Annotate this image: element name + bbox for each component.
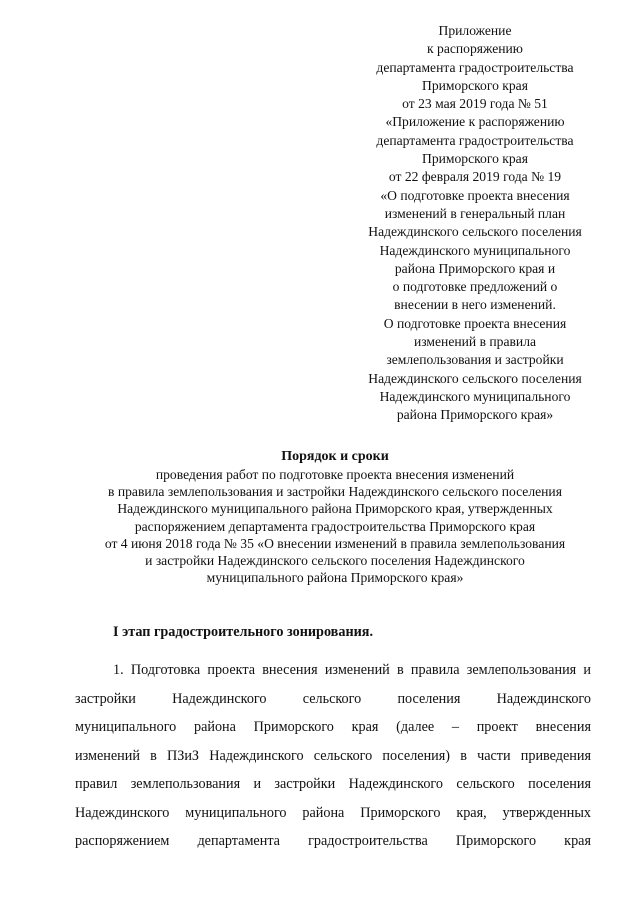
appendix-line: О подготовке проекта внесения: [383, 315, 567, 331]
appendix-line: изменений в правила: [413, 334, 537, 350]
appendix-line: от 22 февраля 2019 года № 19: [388, 169, 562, 185]
appendix-line: от 23 мая 2019 года № 51: [402, 96, 548, 112]
body-line: изменений в ПЗиЗ Надеждинского сельского поселения) в части приведения: [75, 747, 591, 764]
document-title-block: [40, 448, 630, 586]
title-line: муниципального района Приморского края»: [206, 570, 464, 586]
appendix-line: Надеждинского муниципального: [379, 388, 571, 404]
appendix-line: района Приморского края»: [396, 407, 554, 423]
appendix-line: землепользования и застройки: [386, 352, 564, 368]
body-paragraph: [75, 660, 591, 860]
title-line: проведения работ по подготовке проекта внесения изменений: [155, 467, 515, 482]
appendix-line: Надеждинского муниципального: [379, 242, 571, 258]
appendix-line: изменений в генеральный план: [384, 205, 566, 221]
appendix-line: департамента градостроительства: [376, 59, 574, 75]
appendix-line: Приложение: [438, 23, 512, 38]
appendix-line: района Приморского края и: [394, 260, 556, 276]
title-line: Надеждинского муниципального района Приморского края, утвержденных: [117, 501, 553, 517]
body-line: муниципального района Приморского края (далее – проект внесения: [75, 719, 591, 735]
appendix-line: к распоряжению: [427, 41, 523, 57]
body-line: распоряжением департамента градостроительства Приморского края: [75, 833, 591, 849]
appendix-header: [345, 22, 605, 425]
appendix-line: Надеждинского сельского поселения: [368, 224, 582, 240]
title-line: в правила землепользования и застройки Надеждинского сельского поселения: [108, 484, 562, 500]
title-line: и застройки Надеждинского сельского поселения Надеждинского: [145, 553, 525, 569]
body-line: 1. Подготовка проекта внесения изменений в правила землепользования и: [113, 662, 591, 678]
title-line: от 4 июня 2018 года № 35 «О внесении изменений в правила землепользования: [104, 535, 566, 551]
appendix-line: Приморского края: [422, 151, 528, 167]
appendix-line: «Приложение к распоряжению: [385, 114, 565, 130]
stage-heading: I этап градостроительного зонирования.: [113, 624, 374, 640]
appendix-line: Приморского края: [422, 77, 528, 93]
appendix-line: департамента градостроительства: [376, 132, 574, 148]
body-line: застройки Надеждинского сельского поселения Надеждинского: [75, 690, 591, 707]
body-line: Надеждинского муниципального района Приморского края, утвержденных: [75, 804, 591, 821]
appendix-line: о подготовке предложений о: [392, 279, 558, 295]
appendix-line: Надеждинского сельского поселения: [368, 370, 582, 386]
appendix-line: «О подготовке проекта внесения: [380, 187, 570, 203]
title-line: распоряжением департамента градостроительства Приморского края: [134, 518, 536, 534]
appendix-line: внесении в него изменений.: [394, 297, 556, 313]
document-title: Порядок и сроки: [281, 449, 389, 464]
body-line: правил землепользования и застройки Надеждинского сельского поселения: [75, 776, 591, 792]
